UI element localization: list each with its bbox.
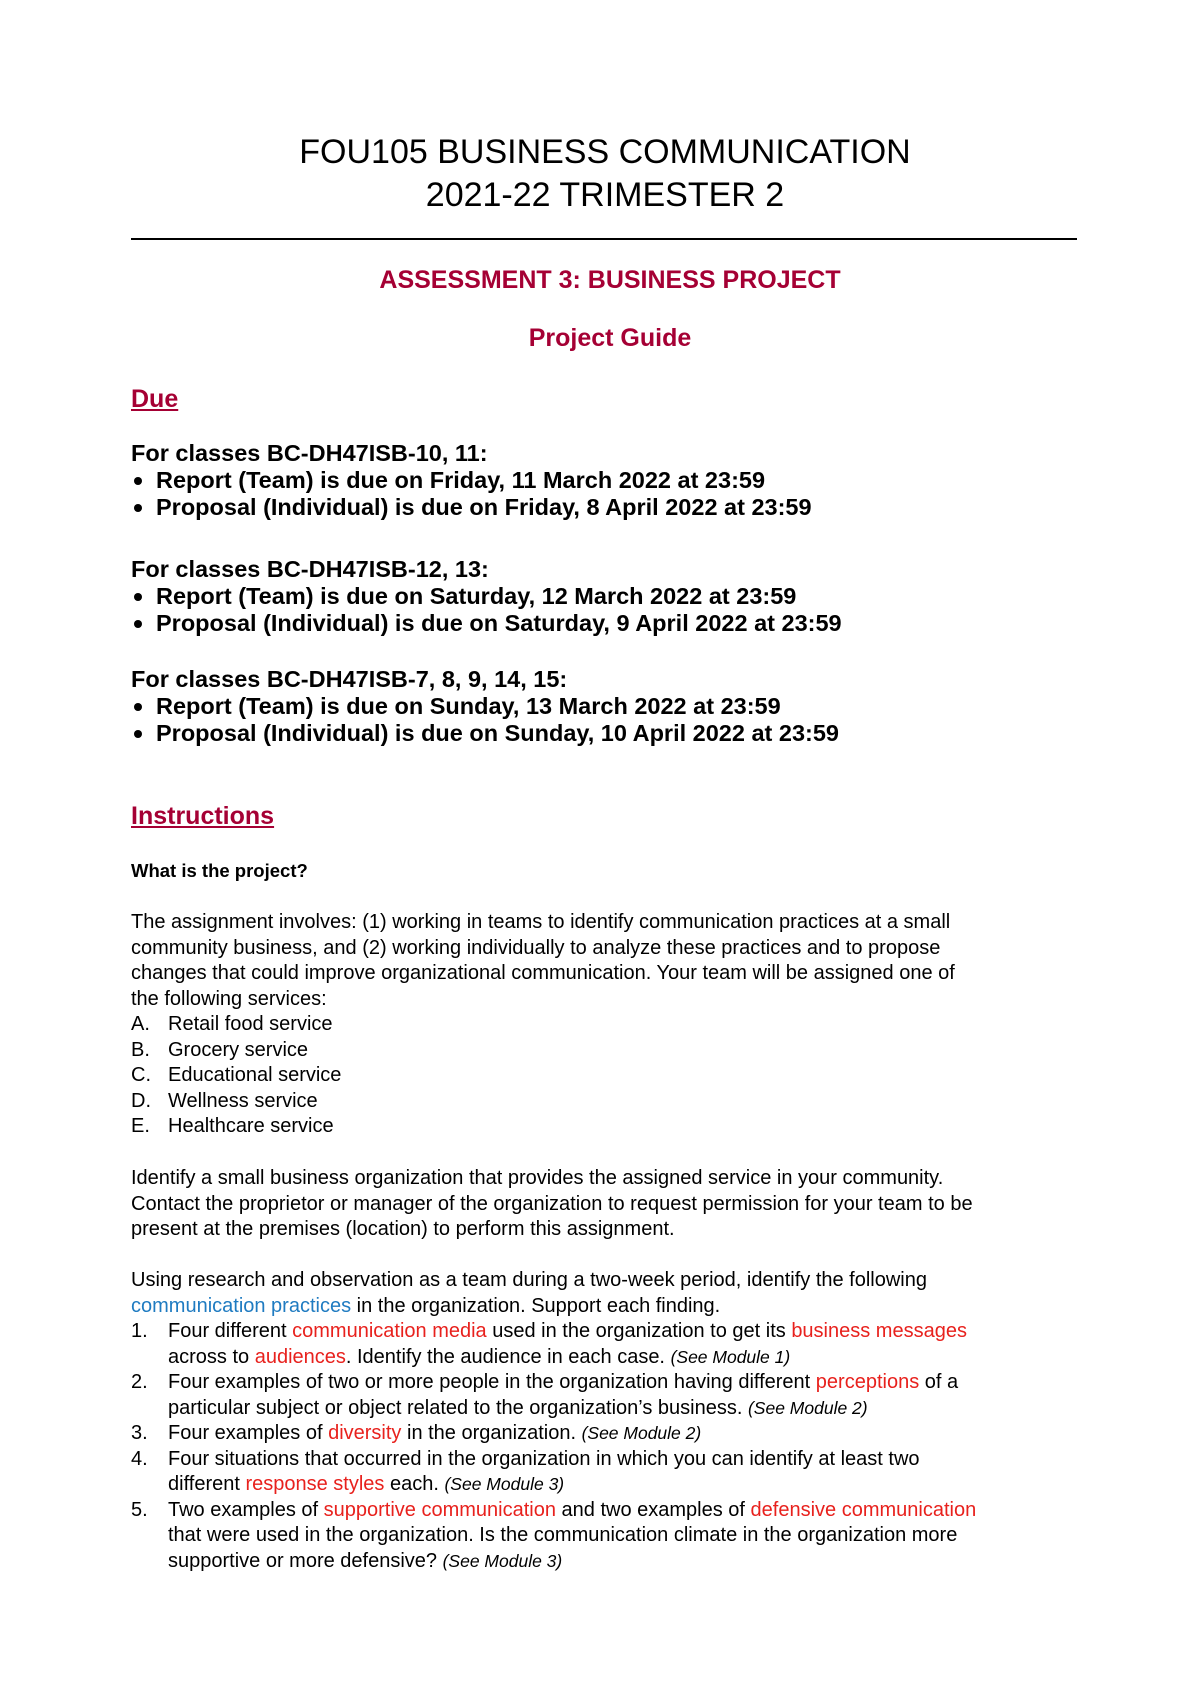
term-communication-practices: communication practices xyxy=(131,1294,352,1317)
due-item: Report (Team) is due on Saturday, 12 March 2022 at 23:59 xyxy=(131,583,842,610)
header-divider xyxy=(131,238,1077,240)
task-item: 1. Four different communication media used in the organization to get its business messages across to audiences. Identify the audience in each case. (See Module 1) xyxy=(131,1320,967,1368)
task-item: 4. Four situations that occurred in the organization in which you can identify at least two different response styles each. (See Module 3) xyxy=(131,1447,920,1495)
due-item: Report (Team) is due on Friday, 11 March 2022 at 23:59 xyxy=(131,467,812,494)
course-title: FOU105 BUSINESS COMMUNICATION xyxy=(299,133,911,171)
task-item: 5. Two examples of supportive communication and two examples of defensive communication that were used in the organization. Is the communication climate in the organization more supportive or more defensive? (See Module 3) xyxy=(131,1498,977,1572)
service-item: E. Healthcare service xyxy=(131,1115,334,1137)
service-item: D. Wellness service xyxy=(131,1089,318,1112)
identify-paragraph: Identify a small business organization that provides the assigned service in your community. Contact the proprietor or manager of the organization to request permission for your team to be present at the premises (location) to perform this assignment. xyxy=(131,1167,973,1240)
bullet-icon xyxy=(134,593,142,601)
task-item: 3. Four examples of diversity in the organization. (See Module 2) xyxy=(131,1422,702,1444)
due-group xyxy=(131,440,812,521)
due-group xyxy=(131,556,842,637)
service-item: B. Grocery service xyxy=(131,1038,309,1061)
due-heading: Due xyxy=(131,385,179,413)
intro-paragraph: The assignment involves: (1) working in teams to identify communication practices at a small community business, and (2) working individually to analyze these practices and to propose changes that could improve organizational communication. Your team will be assigned one of the following services: A. Retail food service B. Grocery service C. Educational service D. Wellness service E. Healthcare service xyxy=(131,910,1081,1140)
guide-title: Project Guide xyxy=(528,324,692,352)
task-item: 2. Four examples of two or more people in the organization having different perceptions of a particular subject or object related to the organization’s business. (See Module 2) xyxy=(131,1371,959,1419)
due-item: Proposal (Individual) is due on Friday, 8 April 2022 at 23:59 xyxy=(131,494,812,521)
due-group-label: For classes BC-DH47ISB-10, 11: xyxy=(131,440,488,466)
bullet-icon xyxy=(134,477,142,485)
instructions-heading: Instructions xyxy=(131,802,275,830)
due-group-label: For classes BC-DH47ISB-7, 8, 9, 14, 15: xyxy=(131,666,568,692)
due-group xyxy=(131,666,839,747)
term-title: 2021-22 TRIMESTER 2 xyxy=(425,176,785,214)
assessment-title: ASSESSMENT 3: BUSINESS PROJECT xyxy=(379,266,841,294)
research-paragraph: Using research and observation as a team during a two-week period, identify the following communication practices in the organization. Support each finding. 1. Four different communication media used in the organization to get its business messages across to audiences. Identify the audience in each case. (See Module 1) 2. Four examples of two or more people in the organization having different perceptions of a particular subject or object related to the organization’s business. (See Module 2) 3. Four examples of diversity in the organization. (See Module 2) 4. Four situations that occurred in the organization in which you can identify at least two different response styles each. (See Module 3) 5. Two examples of supportive communication and two examples of defensive communication that were used in the organization. Is the communication climate in the organization more supportive or more defensive? (See Module 3) xyxy=(131,1268,1081,1574)
project-question: What is the project? xyxy=(131,860,308,881)
service-item: C. Educational service xyxy=(131,1064,342,1086)
bullet-icon xyxy=(134,703,142,711)
due-group-label: For classes BC-DH47ISB-12, 13: xyxy=(131,556,489,582)
due-item: Report (Team) is due on Sunday, 13 March 2022 at 23:59 xyxy=(131,693,839,720)
service-item: A. Retail food service xyxy=(131,1013,333,1035)
due-item: Proposal (Individual) is due on Sunday, 10 April 2022 at 23:59 xyxy=(131,720,839,747)
bullet-icon xyxy=(134,620,142,628)
bullet-icon xyxy=(134,504,142,512)
due-item: Proposal (Individual) is due on Saturday, 9 April 2022 at 23:59 xyxy=(131,610,842,637)
bullet-icon xyxy=(134,730,142,738)
